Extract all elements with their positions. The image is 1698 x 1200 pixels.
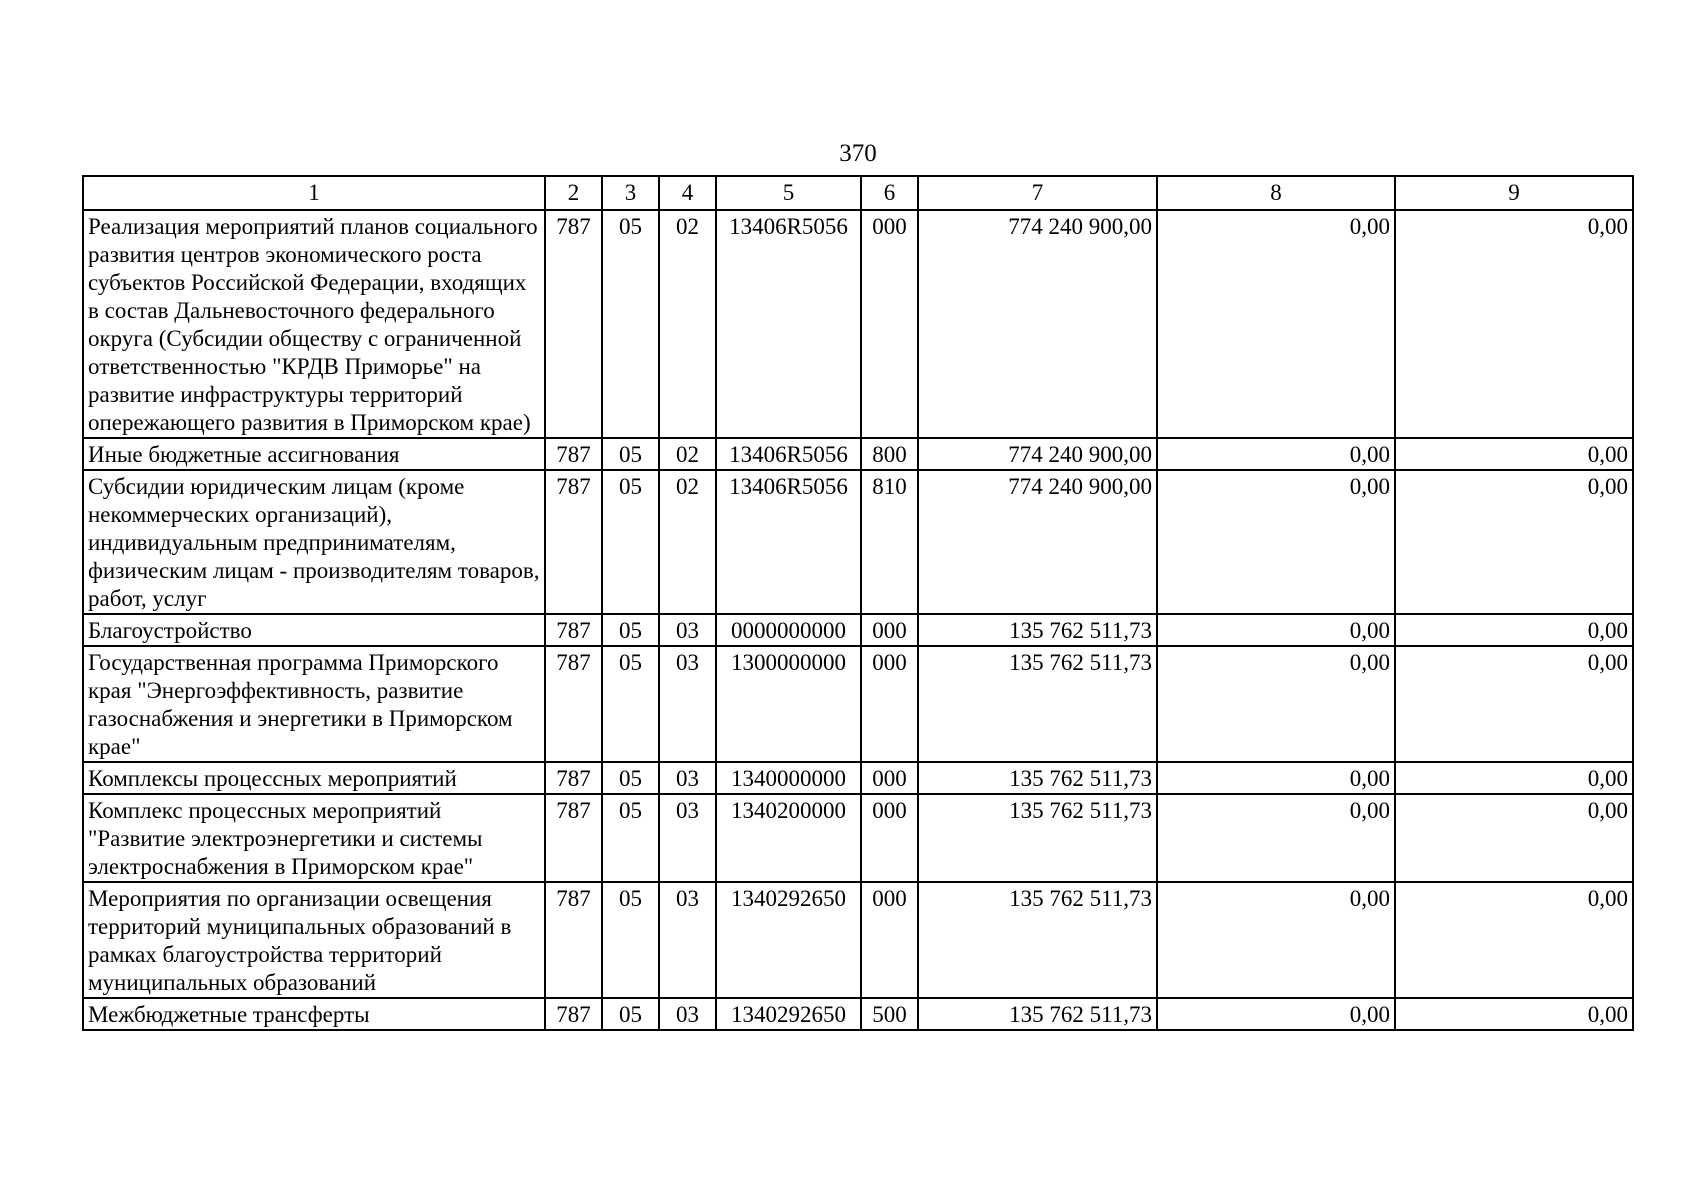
subsection-cell: 02 bbox=[659, 210, 716, 438]
amount-cell: 0,00 bbox=[1157, 210, 1395, 438]
target-article-cell: 1340292650 bbox=[716, 998, 861, 1030]
expense-type-cell: 000 bbox=[861, 794, 918, 882]
amount-cell: 774 240 900,00 bbox=[918, 470, 1157, 614]
amount-cell: 774 240 900,00 bbox=[918, 438, 1157, 470]
target-article-cell: 1340292650 bbox=[716, 882, 861, 998]
amount-cell: 0,00 bbox=[1157, 794, 1395, 882]
row-name-cell: Благоустройство bbox=[83, 614, 545, 646]
table-row bbox=[83, 470, 1633, 614]
row-name-cell: Иные бюджетные ассигнования bbox=[83, 438, 545, 470]
column-header: 6 bbox=[861, 176, 918, 210]
expense-type-cell: 000 bbox=[861, 614, 918, 646]
header-row bbox=[83, 176, 1633, 210]
amount-cell: 0,00 bbox=[1157, 470, 1395, 614]
amount-cell: 0,00 bbox=[1395, 438, 1633, 470]
target-article-cell: 13406R5056 bbox=[716, 438, 861, 470]
row-name-cell: Мероприятия по организации освещения территорий муниципальных образований в рамках благоустройства территорий муниципальных образований bbox=[83, 882, 545, 998]
table-body bbox=[83, 210, 1633, 1030]
section-cell: 05 bbox=[602, 762, 659, 794]
section-cell: 05 bbox=[602, 210, 659, 438]
target-article-cell: 1300000000 bbox=[716, 646, 861, 762]
subsection-cell: 03 bbox=[659, 614, 716, 646]
row-name-cell: Государственная программа Приморского края "Энергоэффективность, развитие газоснабжения и энергетики в Приморском крае" bbox=[83, 646, 545, 762]
expense-type-cell: 800 bbox=[861, 438, 918, 470]
subsection-cell: 02 bbox=[659, 438, 716, 470]
amount-cell: 0,00 bbox=[1395, 210, 1633, 438]
expense-type-cell: 000 bbox=[861, 882, 918, 998]
code-cell: 787 bbox=[545, 646, 602, 762]
amount-cell: 0,00 bbox=[1395, 794, 1633, 882]
subsection-cell: 03 bbox=[659, 794, 716, 882]
target-article-cell: 1340200000 bbox=[716, 794, 861, 882]
table-row bbox=[83, 210, 1633, 438]
budget-table bbox=[82, 175, 1634, 1031]
amount-cell: 0,00 bbox=[1395, 882, 1633, 998]
subsection-cell: 03 bbox=[659, 646, 716, 762]
expense-type-cell: 500 bbox=[861, 998, 918, 1030]
amount-cell: 135 762 511,73 bbox=[918, 762, 1157, 794]
subsection-cell: 02 bbox=[659, 470, 716, 614]
table-row bbox=[83, 614, 1633, 646]
table-header bbox=[83, 176, 1633, 210]
code-cell: 787 bbox=[545, 438, 602, 470]
code-cell: 787 bbox=[545, 882, 602, 998]
section-cell: 05 bbox=[602, 794, 659, 882]
page-number: 370 bbox=[839, 140, 877, 167]
subsection-cell: 03 bbox=[659, 762, 716, 794]
code-cell: 787 bbox=[545, 470, 602, 614]
subsection-cell: 03 bbox=[659, 998, 716, 1030]
table-row bbox=[83, 438, 1633, 470]
target-article-cell: 13406R5056 bbox=[716, 210, 861, 438]
column-header: 5 bbox=[716, 176, 861, 210]
section-cell: 05 bbox=[602, 438, 659, 470]
column-header: 2 bbox=[545, 176, 602, 210]
amount-cell: 0,00 bbox=[1395, 762, 1633, 794]
amount-cell: 0,00 bbox=[1157, 614, 1395, 646]
section-cell: 05 bbox=[602, 614, 659, 646]
section-cell: 05 bbox=[602, 646, 659, 762]
amount-cell: 0,00 bbox=[1395, 614, 1633, 646]
column-header: 7 bbox=[918, 176, 1157, 210]
amount-cell: 0,00 bbox=[1395, 998, 1633, 1030]
amount-cell: 0,00 bbox=[1395, 470, 1633, 614]
amount-cell: 135 762 511,73 bbox=[918, 614, 1157, 646]
table-row bbox=[83, 882, 1633, 998]
target-article-cell: 1340000000 bbox=[716, 762, 861, 794]
subsection-cell: 03 bbox=[659, 882, 716, 998]
amount-cell: 135 762 511,73 bbox=[918, 646, 1157, 762]
expense-type-cell: 810 bbox=[861, 470, 918, 614]
section-cell: 05 bbox=[602, 882, 659, 998]
code-cell: 787 bbox=[545, 762, 602, 794]
amount-cell: 0,00 bbox=[1157, 646, 1395, 762]
amount-cell: 0,00 bbox=[1157, 762, 1395, 794]
row-name-cell: Комплекс процессных мероприятий "Развитие электроэнергетики и системы электроснабжения в Приморском крае" bbox=[83, 794, 545, 882]
row-name-cell: Комплексы процессных мероприятий bbox=[83, 762, 545, 794]
expense-type-cell: 000 bbox=[861, 646, 918, 762]
code-cell: 787 bbox=[545, 998, 602, 1030]
target-article-cell: 0000000000 bbox=[716, 614, 861, 646]
amount-cell: 135 762 511,73 bbox=[918, 882, 1157, 998]
code-cell: 787 bbox=[545, 614, 602, 646]
amount-cell: 135 762 511,73 bbox=[918, 794, 1157, 882]
amount-cell: 0,00 bbox=[1157, 438, 1395, 470]
section-cell: 05 bbox=[602, 470, 659, 614]
column-header: 4 bbox=[659, 176, 716, 210]
amount-cell: 0,00 bbox=[1157, 882, 1395, 998]
table-row bbox=[83, 998, 1633, 1030]
section-cell: 05 bbox=[602, 998, 659, 1030]
row-name-cell: Реализация мероприятий планов социального развития центров экономического роста субъектов Российской Федерации, входящих в состав Дальневосточного федерального округа (Субсидии обществу с ограниченной ответственностью "КРДВ Приморье" на развитие инфраструктуры территорий опережающего развития в Приморском крае) bbox=[83, 210, 545, 438]
expense-type-cell: 000 bbox=[861, 210, 918, 438]
expense-type-cell: 000 bbox=[861, 762, 918, 794]
code-cell: 787 bbox=[545, 794, 602, 882]
column-header: 3 bbox=[602, 176, 659, 210]
amount-cell: 135 762 511,73 bbox=[918, 998, 1157, 1030]
amount-cell: 0,00 bbox=[1157, 998, 1395, 1030]
column-header: 8 bbox=[1157, 176, 1395, 210]
code-cell: 787 bbox=[545, 210, 602, 438]
table-row bbox=[83, 794, 1633, 882]
row-name-cell: Межбюджетные трансферты bbox=[83, 998, 545, 1030]
table-row bbox=[83, 646, 1633, 762]
column-header: 9 bbox=[1395, 176, 1633, 210]
table-row bbox=[83, 762, 1633, 794]
amount-cell: 0,00 bbox=[1395, 646, 1633, 762]
column-header: 1 bbox=[83, 176, 545, 210]
amount-cell: 774 240 900,00 bbox=[918, 210, 1157, 438]
row-name-cell: Субсидии юридическим лицам (кроме некоммерческих организаций), индивидуальным предпринимателям, физическим лицам - производителям товаров, работ, услуг bbox=[83, 470, 545, 614]
target-article-cell: 13406R5056 bbox=[716, 470, 861, 614]
